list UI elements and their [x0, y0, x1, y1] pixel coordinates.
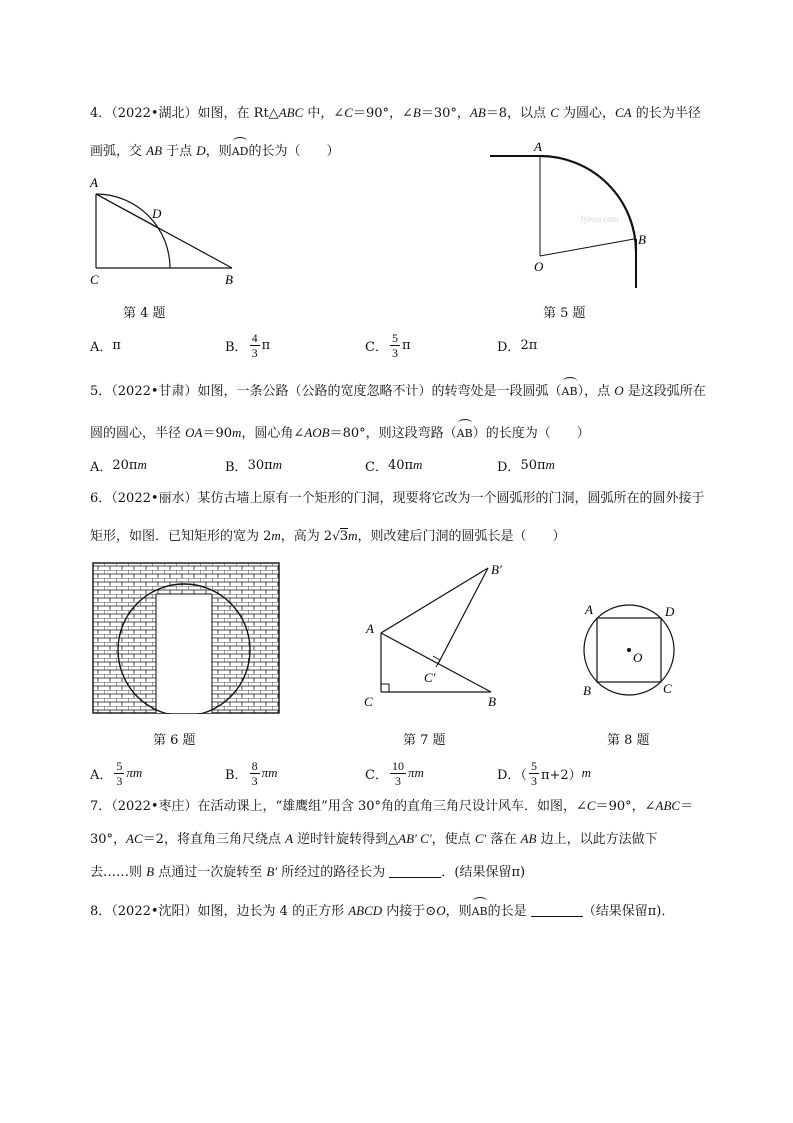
q5-option-d[interactable]: D． 50π m: [497, 457, 555, 475]
q5-option-b[interactable]: B． 30π m: [225, 457, 283, 475]
answer-blank[interactable]: [389, 863, 441, 878]
q5-number: 5．: [90, 384, 112, 399]
q6-option-b[interactable]: B． $\frac{8}{3}$ π m: [225, 758, 278, 788]
arc-symbol: AB: [562, 379, 578, 402]
label-b: B: [488, 694, 496, 709]
fraction: $\frac{5}{3}$: [116, 758, 123, 788]
center-point: [627, 648, 631, 652]
figure-q7: [360, 558, 520, 718]
label-a: A: [585, 602, 593, 617]
label-c: C: [364, 694, 373, 709]
figure-q5: [488, 138, 658, 290]
figure-q8: [575, 598, 685, 702]
road-arc-ab: [540, 156, 636, 252]
q7-caption: 第 7 题: [403, 733, 446, 748]
q7-number: 7．: [90, 799, 112, 814]
label-a: A: [534, 139, 542, 154]
segment-ab: [381, 633, 491, 692]
q4-option-b[interactable]: B． $\frac{4}{3}$ π: [225, 330, 271, 360]
label-b: B: [583, 683, 591, 698]
fraction: $\frac{4}{3}$: [251, 330, 258, 360]
chord-ad: [96, 194, 160, 229]
fraction: $\frac{5}{3}$: [530, 758, 537, 788]
arc-symbol: AB: [472, 899, 488, 922]
q8-caption: 第 8 题: [607, 733, 650, 748]
q6-option-d[interactable]: D．（ $\frac{5}{3}$ π+2） m: [497, 758, 592, 788]
label-o: O: [633, 650, 643, 665]
label-o: O: [534, 259, 544, 274]
arc-symbol: AB: [457, 421, 473, 444]
figure-q4: [82, 170, 252, 290]
q4-option-a[interactable]: A． π: [90, 337, 121, 355]
radius-ob: [540, 239, 634, 256]
segment-ab-prime: [381, 568, 488, 633]
q6-option-c[interactable]: C． $\frac{10}{3}$ π m: [365, 758, 424, 788]
q4-number: 4．: [90, 106, 112, 121]
q6-line-2: 矩形，如图．已知矩形的宽为 2m，高为 2√3m，则改建后门洞的圆弧长是（ ）: [90, 528, 566, 544]
q4-caption: 第 4 题: [123, 306, 166, 321]
sqrt-symbol: √: [332, 529, 340, 543]
q7-line-3: 去……则 B 点通过一次旋转至 B′ 所经过的路径长为 ．(结果保留π): [90, 864, 526, 880]
label-c-prime: C′: [424, 670, 436, 685]
segment-b-prime-c-prime: [438, 568, 488, 664]
door-opening: [156, 594, 212, 713]
watermark: Jyeoo.com: [580, 214, 619, 224]
q7-line-2: 30°，AC＝2，将直角三角尺绕点 A 逆时针旋转得到△AB′ C′，使点 C′ 落在 AB 边上，以此方法做下: [90, 831, 658, 847]
q7-line-1: 7．（2022•枣庄）在活动课上，“雄鹰组”用含 30°角的直角三角尺设计风车．如图，∠C＝90°，∠ABC＝: [90, 798, 694, 814]
label-b: B: [225, 272, 233, 287]
q4-option-c[interactable]: C． $\frac{5}{3}$ π: [365, 330, 411, 360]
q4-line-2: 画弧，交 AB 于点 D，则AD的长为（ ）: [90, 139, 339, 162]
fraction: $\frac{8}{3}$: [251, 758, 258, 788]
label-b-prime: B′: [491, 562, 502, 577]
q5-line-2: 圆的圆心，半径 OA＝90m，圆心角∠AOB＝80°，则这段弯路（AB）的长度为（ ）: [90, 421, 590, 444]
q8-number: 8．: [90, 904, 112, 919]
label-d: D: [665, 604, 675, 619]
q4-line-1: 4．（2022•湖北）如图，在 Rt△ABC 中，∠C＝90°，∠B＝30°，AB＝8，以点 C 为圆心，CA 的长为半径: [90, 105, 701, 121]
label-b: B: [638, 232, 646, 247]
q6-line-1: 6．（2022•丽水）某仿古墙上原有一个矩形的门洞，现要将它改为一个圆弧形的门洞，圆弧所在的圆外接于: [90, 491, 705, 506]
q5-option-c[interactable]: C． 40π m: [365, 457, 423, 475]
label-c: C: [90, 272, 99, 287]
q5-caption: 第 5 题: [543, 306, 586, 321]
q6-number: 6．: [90, 491, 112, 506]
fraction: $\frac{10}{3}$: [391, 758, 404, 788]
q5-line-1: 5．（2022•甘肃）如图，一条公路（公路的宽度忽略不计）的转弯处是一段圆弧（AB），点 O 是这段弧所在: [90, 379, 706, 402]
label-a: A: [366, 621, 374, 636]
right-angle-mark-c: [381, 684, 389, 692]
q6-option-a[interactable]: A． $\frac{5}{3}$ π m: [90, 758, 143, 788]
q6-caption: 第 6 题: [153, 733, 196, 748]
label-a: A: [90, 175, 98, 190]
q5-option-a[interactable]: A． 20π m: [90, 457, 147, 475]
label-c: C: [663, 681, 672, 696]
fraction: $\frac{5}{3}$: [391, 330, 398, 360]
q8-line-1: 8．（2022•沈阳）如图，边长为 4 的正方形 ABCD 内接于⊙O，则AB的长是 （结果保留π)．: [90, 899, 674, 922]
q4-option-d[interactable]: D． 2π: [497, 337, 538, 355]
label-d: D: [152, 206, 162, 221]
arc-symbol: AD: [232, 139, 249, 162]
answer-blank[interactable]: [531, 902, 583, 917]
figure-q6: [92, 562, 280, 714]
